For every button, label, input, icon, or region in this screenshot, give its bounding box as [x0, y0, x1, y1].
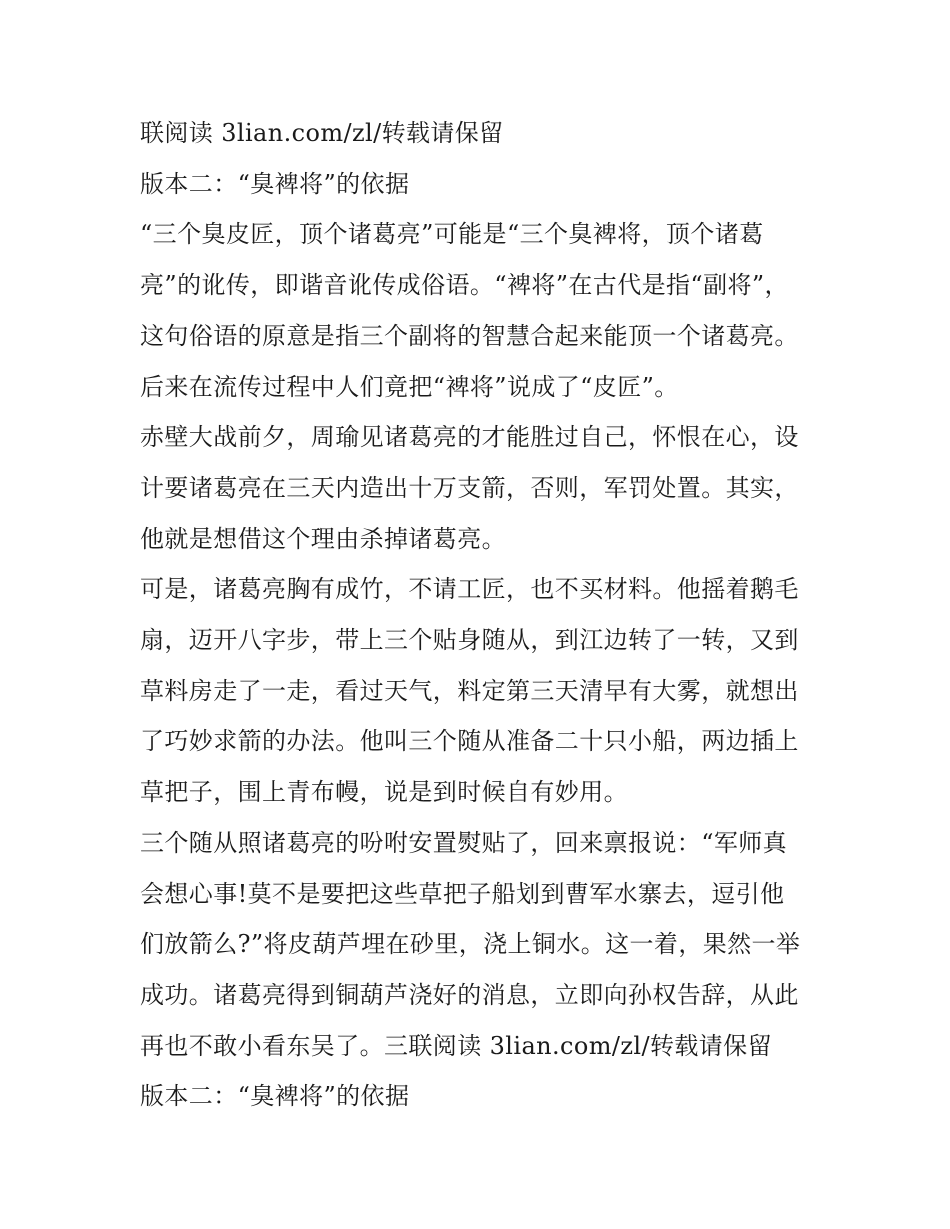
text-line: 他就是想借这个理由杀掉诸葛亮。	[140, 524, 506, 553]
text-line: 亮”的讹传，即谐音讹传成俗语。“裨将”在古代是指“副将”，	[140, 271, 789, 300]
section-heading: 版本二：“臭裨将”的依据	[140, 1082, 410, 1111]
text-line: 扇，迈开八字步，带上三个贴身随从，到江边转了一转，又到	[140, 626, 799, 655]
text-line: 草料房走了一走，看过天气，料定第三天清早有大雾，就想出	[140, 676, 799, 705]
text-line: 三个随从照诸葛亮的吩咐安置熨贴了，回来禀报说：“军师真	[140, 828, 788, 857]
section-heading: 版本二：“臭裨将”的依据	[140, 169, 410, 198]
text-line: 计要诸葛亮在三天内造出十万支箭，否则，军罚处置。其实，	[140, 473, 799, 502]
text-line: 可是，诸葛亮胸有成竹，不请工匠，也不买材料。他摇着鹅毛	[140, 575, 799, 604]
text-line: 们放箭么?”将皮葫芦埋在砂里，浇上铜水。这一着，果然一举	[140, 930, 801, 959]
document-body	[140, 108, 820, 1122]
text-line: 成功。诸葛亮得到铜葫芦浇好的消息，立即向孙权告辞，从此	[140, 980, 799, 1009]
text-line: 了巧妙求箭的办法。他叫三个随从准备二十只小船，两边插上	[140, 727, 799, 756]
text-line: 会想心事!莫不是要把这些草把子船划到曹军水寨去，逗引他	[140, 879, 785, 908]
text-line: “三个臭皮匠，顶个诸葛亮”可能是“三个臭裨将，顶个诸葛	[140, 220, 764, 249]
text-line: 这句俗语的原意是指三个副将的智慧合起来能顶一个诸葛亮。	[140, 321, 799, 350]
text-line: 后来在流传过程中人们竟把“裨将”说成了“皮匠”。	[140, 372, 679, 401]
text-line: 再也不敢小看东吴了。三联阅读 3lian.com/zl/转载请保留	[140, 1031, 772, 1060]
text-line: 联阅读 3lian.com/zl/转载请保留	[140, 119, 504, 147]
text-line: 赤壁大战前夕，周瑜见诸葛亮的才能胜过自己，怀恨在心，设	[140, 423, 799, 452]
text-line: 草把子，围上青布幔，说是到时候自有妙用。	[140, 778, 628, 807]
